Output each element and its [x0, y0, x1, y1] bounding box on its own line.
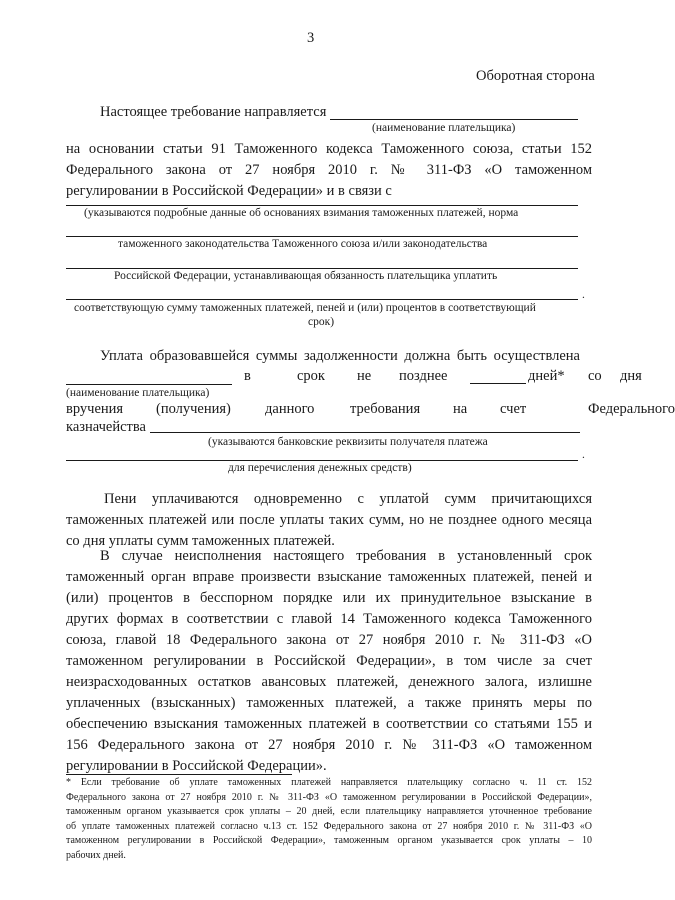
nonfulfillment-line: союза, главой 18 Федерального закона от 27 ноября 2010 г. № 311-ФЗ «О — [66, 632, 592, 648]
payment-word: данного — [265, 401, 315, 417]
payment-word: (получения) — [156, 401, 231, 417]
payment-word: на — [453, 401, 468, 417]
nonfulfillment-line: таможенный орган вправе произвести взыскание таможенных платежей, пеней и — [66, 569, 592, 585]
grounds-caption: (указываются подробные данные об основаниях взимания таможенных платежей, норма — [84, 207, 519, 219]
penalties-line: со дня уплаты сумм таможенных платежей. — [66, 533, 335, 549]
payment-word: Федерального — [588, 401, 675, 417]
basis-line: регулировании в Российской Федерации» и в связи с — [66, 183, 392, 199]
payer-name-line — [330, 119, 578, 120]
nonfulfillment-line: (или) процентов в бесспорном порядке или их принудительное взыскание в — [66, 590, 592, 606]
basis-line: Федерального закона от 27 ноября 2010 г. № 311-ФЗ «О таможенном — [66, 162, 592, 178]
payment-word: не — [357, 368, 372, 384]
nonfulfillment-line: регулировании в Российской Федерации». — [66, 758, 327, 774]
days-word: дней* — [528, 368, 565, 384]
nonfulfillment-line: 156 Федерального закона от 27 ноября 2010 г. № 311-ФЗ «О таможенном — [66, 737, 592, 753]
bank-details-line-2 — [66, 460, 578, 461]
penalties-line: Пени уплачиваются одновременно с уплатой сумм причитающихся — [104, 491, 592, 507]
payment-word: срок — [297, 368, 325, 384]
penalties-paragraph — [66, 489, 592, 552]
payer-name-caption: (наименование плательщика) — [372, 122, 516, 134]
footnote-line: таможенном регулировании в Российской Федерации», таможенным органом указывается срок уплаты – 10 — [66, 835, 592, 846]
footnote — [66, 776, 592, 863]
grounds-line-1 — [66, 205, 578, 206]
grounds-caption: соответствующую сумму таможенных платежей, пеней и (или) процентов в соответствующий — [74, 302, 536, 314]
nonfulfillment-line: уплаченных (взысканных) таможенных платежей, а также принять меры по — [66, 695, 592, 711]
grounds-line-2 — [66, 236, 578, 237]
footnote-separator — [66, 774, 292, 775]
nonfulfillment-line: В случае неисполнения настоящего требования в установленный срок — [100, 548, 592, 564]
bank-details-caption: для перечисления денежных средств) — [228, 462, 412, 474]
payment-line-1: Уплата образовавшейся суммы задолженности должна быть осуществлена — [100, 348, 580, 364]
footnote-line: * Если требование об уплате таможенных платежей направляется плательщику согласно ч. 11 ст. 152 — [66, 777, 592, 788]
page-number: 3 — [307, 30, 315, 46]
treasury-label: казначейства — [66, 419, 146, 435]
payment-word: в — [244, 368, 251, 384]
grounds-line-3 — [66, 268, 578, 269]
payment-word: счет — [500, 401, 527, 417]
reverse-side-label: Оборотная сторона — [476, 68, 595, 84]
payment-word: требования — [350, 401, 421, 417]
footnote-line: Федерального закона от 27 ноября 2010 г. № 311-ФЗ «О таможенном регулировании в Российской Федерации», — [66, 791, 592, 803]
grounds-caption: Российской Федерации, устанавливающая обязанность плательщика уплатить — [114, 270, 498, 282]
payment-word: позднее — [399, 368, 448, 384]
bank-details-line-1 — [150, 432, 580, 433]
nonfulfillment-line: таможенном регулировании в Российской Федерации», в том числе за счет — [66, 653, 592, 669]
basis-line: на основании статьи 91 Таможенного кодекса Таможенного союза, статьи 152 — [66, 141, 592, 157]
nonfulfillment-line: других формах в соответствии с главой 14 Таможенного кодекса Таможенного — [66, 611, 592, 627]
grounds-caption: таможенного законодательства Таможенного союза и/или законодательства — [118, 238, 488, 250]
bank-details-caption: (указываются банковские реквизиты получателя платежа — [208, 436, 488, 448]
payment-payer-caption: (наименование плательщика) — [66, 387, 210, 399]
payment-word: дня — [620, 368, 642, 384]
grounds-line-4 — [66, 299, 578, 300]
payment-word: вручения — [66, 401, 124, 417]
intro-lead-text: Настоящее требование направляется — [100, 104, 327, 120]
penalties-line: таможенных платежей или после уплаты таких сумм, но не позднее одного месяца — [66, 512, 592, 528]
footnote-line: рабочих дней. — [66, 849, 126, 861]
grounds-caption: срок) — [308, 316, 335, 328]
payment-word: со — [588, 368, 602, 384]
basis-paragraph — [66, 139, 592, 202]
footnote-line: таможенным органом указывается срок уплаты – 20 дней, если плательщику направляется уточненное требование — [66, 806, 592, 817]
nonfulfillment-line: обеспечению взыскания таможенных платежей в соответствии со статьями 155 и — [66, 716, 592, 732]
document-page: 3 Оборотная сторона Настоящее требование направляется (наименование плательщика) на основании статьи 91 Таможенного кодекса Таможенного союза, статьи 152 Федерального закона от 27 ноября 2010 г. № 311-ФЗ «О таможенном регулировании в Российской Федерации» и в связи с (указываются подробные данные об основаниях взимания таможенных платежей, норма таможенного законодательства Таможенного союза и/или законодательства Российской Федерации, устанавливающая обязанность плательщика уплатить . соответствующую сумму таможенных платежей, пеней и (или) процентов в соответствующий срок) Уплата образовавшейся суммы задолженности должна быть осуществлена в срок не позднее дней* со дня (наименование плательщика) вручения (получения) данного требования на счет Федерального казначейства (указываются банковские реквизиты получателя платежа . для перечисления денежных средств) Пени уплачиваются одновременно с уплатой сумм причитающихся таможенных платежей или после уплаты таких сумм, но не позднее одного месяца со дня уплаты сумм таможенных платежей. В случае неисполнения настоящего требования в установленный срок таможенный орган вправе произвести взыскание таможенных платежей, пеней и (или) процентов в бесспорном порядке или их принудительное взыскание в других формах в соответствии с главой 14 Таможенного кодекса Таможенного союза, главой 18 Федерального закона от 27 ноября 2010 г. № 311-ФЗ «О таможенном регулировании в Российской Федерации», в том числе за счет неизрасходованных остатков авансовых платежей, денежного залога, излишне уплаченных (взысканных) таможенных платежей, а также принять меры по обеспечению взыскания таможенных платежей в соответствии со статьями 155 и 156 Федерального закона от 27 ноября 2010 г. № 311-ФЗ «О таможенном регулировании в Российской Федерации». * Если требование об уплате таможенных платежей направляется плательщику согласно ч. 11 ст. 152 Федерального закона от 27 ноября 2010 г. № 311-ФЗ «О таможенном регулировании в Российской Федерации», таможенным органом указывается срок уплаты – 20 дней, если плательщику направляется уточненное требование об уплате таможенных платежей согласно ч.13 ст. 152 Федерального закона от 27 ноября 2010 г. № 311-ФЗ «О таможенном регулировании в Российской Федерации», таможенным органом указывается срок уплаты – 10 рабочих дней. — [0, 0, 640, 900]
payment-payer-line — [66, 384, 232, 385]
nonfulfillment-paragraph — [66, 546, 592, 777]
days-count-line — [470, 383, 526, 384]
nonfulfillment-line: неизрасходованных остатков авансовых платежей, денежного залога, излишне — [66, 674, 592, 690]
footnote-line: об уплате таможенных платежей согласно ч.13 ст. 152 Федерального закона от 27 ноября 2010 г. № 311-ФЗ «О — [66, 820, 592, 832]
